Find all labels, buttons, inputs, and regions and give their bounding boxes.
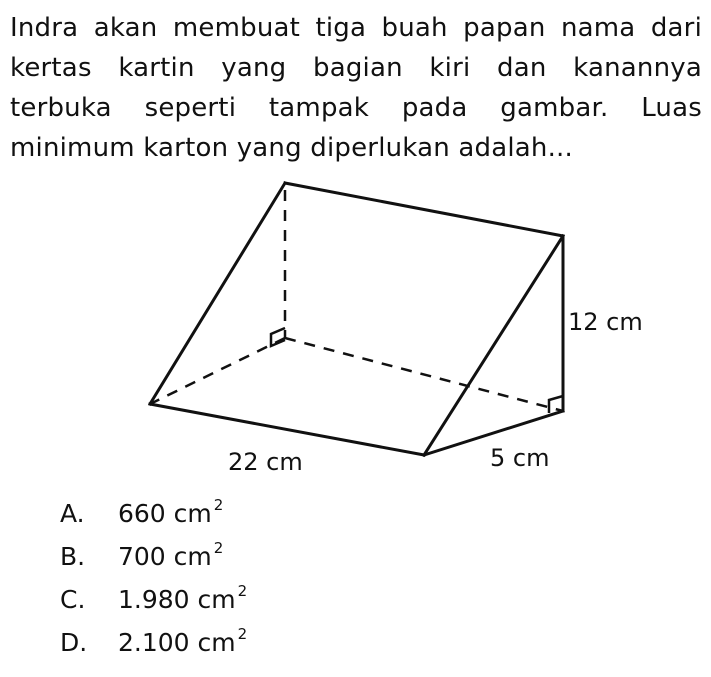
question-text: Indra akan membuat tiga buah papan nama dari kertas kartin yang bagian kiri dan kanannya terbuka seperti tampak pada gambar. Luas minimum karton yang diperlukan adalah... [10,13,702,163]
edge-left-slant [150,183,285,404]
right-angle-marker-left [271,328,285,346]
option-letter: C. [60,585,86,614]
option-letter: D. [60,628,88,657]
edge-right-slant [424,236,563,455]
option-exponent: 2 [213,539,224,557]
label-height: 12 cm [568,308,643,336]
hidden-edge-back-bottom [285,338,563,411]
edge-back-top [285,183,563,236]
label-length: 22 cm [228,448,303,476]
option-exponent: 2 [237,625,248,643]
label-width: 5 cm [490,444,550,472]
option-value: 660 cm $^2$ [118,496,224,528]
option-letter: A. [60,499,85,528]
option-letter: B. [60,542,86,571]
option-value: 2.100 cm $^2$ [118,625,248,657]
option-exponent: 2 [213,496,224,514]
option-exponent: 2 [237,582,248,600]
option-value: 1.980 cm $^2$ [118,582,248,614]
option-value: 700 cm $^2$ [118,539,224,571]
